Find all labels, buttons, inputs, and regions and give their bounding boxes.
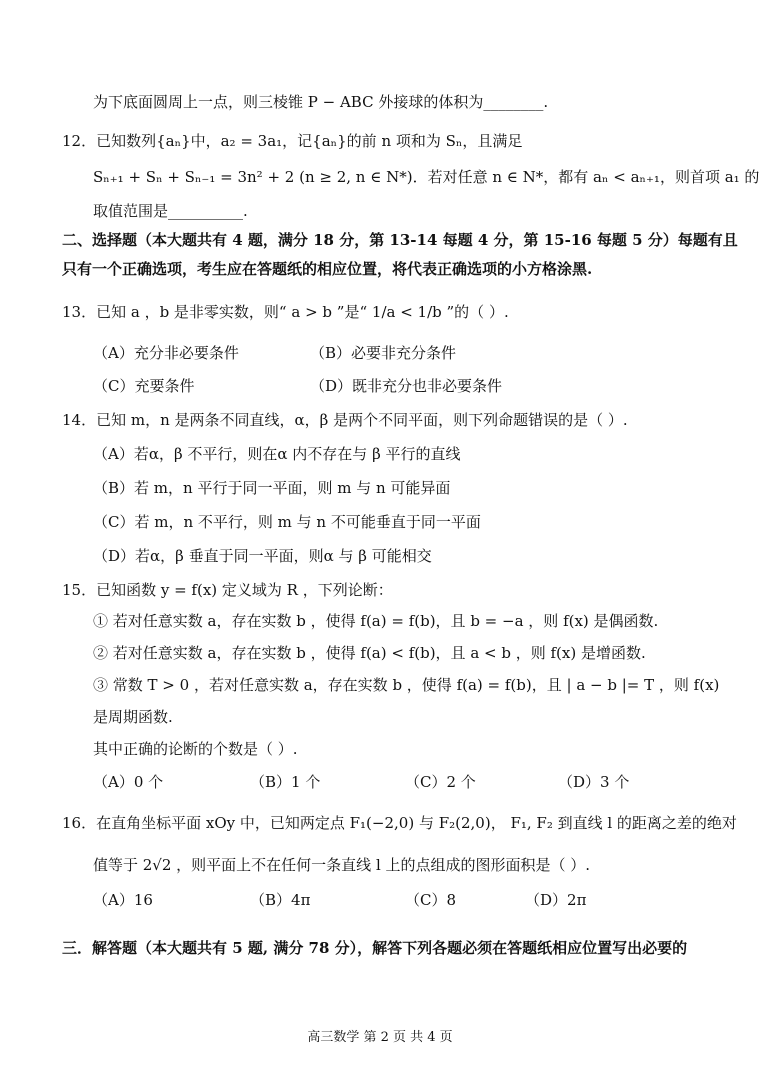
- q15-statement-2: ② 若对任意实数 a，存在实数 b ，使得 f(a) < f(b)，且 a < b ，则 f(x) 是增函数.: [93, 644, 646, 662]
- q14-stem: 14．已知 m，n 是两条不同直线，α，β 是两个不同平面，则下列命题错误的是（ ）.: [62, 411, 628, 429]
- q16-option-b: （B）4π: [250, 891, 311, 909]
- section-2-instruction: 只有一个正确选项，考生应在答题纸的相应位置，将代表正确选项的小方格涂黑.: [62, 260, 593, 278]
- q12-condition: Sₙ₊₁ + Sₙ + Sₙ₋₁ = 3n² + 2 (n ≥ 2, n ∈ N*)．若对任意 n ∈ N*，都有 aₙ < aₙ₊₁，则首项 a₁ 的: [93, 168, 760, 186]
- q15-option-c: （C）2 个: [405, 773, 476, 791]
- section-3-heading: 三．解答题（本大题共有 5 题, 满分 78 分），解答下列各题必须在答题纸相应位置写出必要的: [62, 939, 688, 957]
- q13-option-b: （B）必要非充分条件: [310, 344, 457, 362]
- q14-option-a: （A）若α，β 不平行，则在α 内不存在与 β 平行的直线: [93, 445, 461, 463]
- q13-option-a: （A）充分非必要条件: [93, 344, 239, 362]
- q13-stem: 13．已知 a ，b 是非零实数，则“ a > b ”是“ 1/a < 1/b ”的（ ）.: [62, 303, 509, 321]
- q15-option-d: （D）3 个: [558, 773, 630, 791]
- q14-option-b: （B）若 m，n 平行于同一平面，则 m 与 n 可能异面: [93, 479, 451, 497]
- q14-option-c: （C）若 m，n 不平行，则 m 与 n 不可能垂直于同一平面: [93, 513, 481, 531]
- q16-stem-cont: 值等于 2√2 ，则平面上不在任何一条直线 l 上的点组成的图形面积是（ ）.: [93, 856, 591, 874]
- q16-option-a: （A）16: [93, 891, 153, 909]
- q15-statement-3-cont: 是周期函数.: [93, 708, 173, 726]
- q13-option-c: （C）充要条件: [93, 377, 195, 395]
- q15-statement-3: ③ 常数 T > 0 ，若对任意实数 a，存在实数 b ，使得 f(a) = f(b)，且 | a − b |= T ，则 f(x): [93, 676, 720, 694]
- q16-stem: 16．在直角坐标平面 xOy 中，已知两定点 F₁(−2,0) 与 F₂(2,0)， F₁, F₂ 到直线 l 的距离之差的绝对: [62, 814, 737, 832]
- q13-option-d: （D）既非充分也非必要条件: [310, 377, 503, 395]
- q16-option-c: （C）8: [405, 891, 457, 909]
- q15-option-b: （B）1 个: [250, 773, 321, 791]
- section-2-heading: 二、选择题（本大题共有 4 题，满分 18 分，第 13-14 每题 4 分，第 15-16 每题 5 分）每题有且: [62, 231, 738, 249]
- q16-option-d: （D）2π: [525, 891, 587, 909]
- q12-answer-line: 取值范围是__________.: [93, 202, 248, 220]
- q15-stem: 15．已知函数 y = f(x) 定义域为 R ，下列论断：: [62, 581, 393, 599]
- q11-continuation: 为下底面圆周上一点，则三棱锥 P − ABC 外接球的体积为________.: [93, 93, 549, 111]
- q15-option-a: （A）0 个: [93, 773, 164, 791]
- q15-question: 其中正确的论断的个数是（ ）.: [93, 740, 298, 758]
- q15-statement-1: ① 若对任意实数 a，存在实数 b ，使得 f(a) = f(b)，且 b = −a ，则 f(x) 是偶函数.: [93, 612, 659, 630]
- page-footer: 高三数学 第 2 页 共 4 页: [307, 1030, 453, 1045]
- q14-option-d: （D）若α，β 垂直于同一平面，则α 与 β 可能相交: [93, 547, 432, 565]
- q12-stem: 12．已知数列{aₙ}中，a₂ = 3a₁，记{aₙ}的前 n 项和为 Sₙ，且满足: [62, 132, 523, 150]
